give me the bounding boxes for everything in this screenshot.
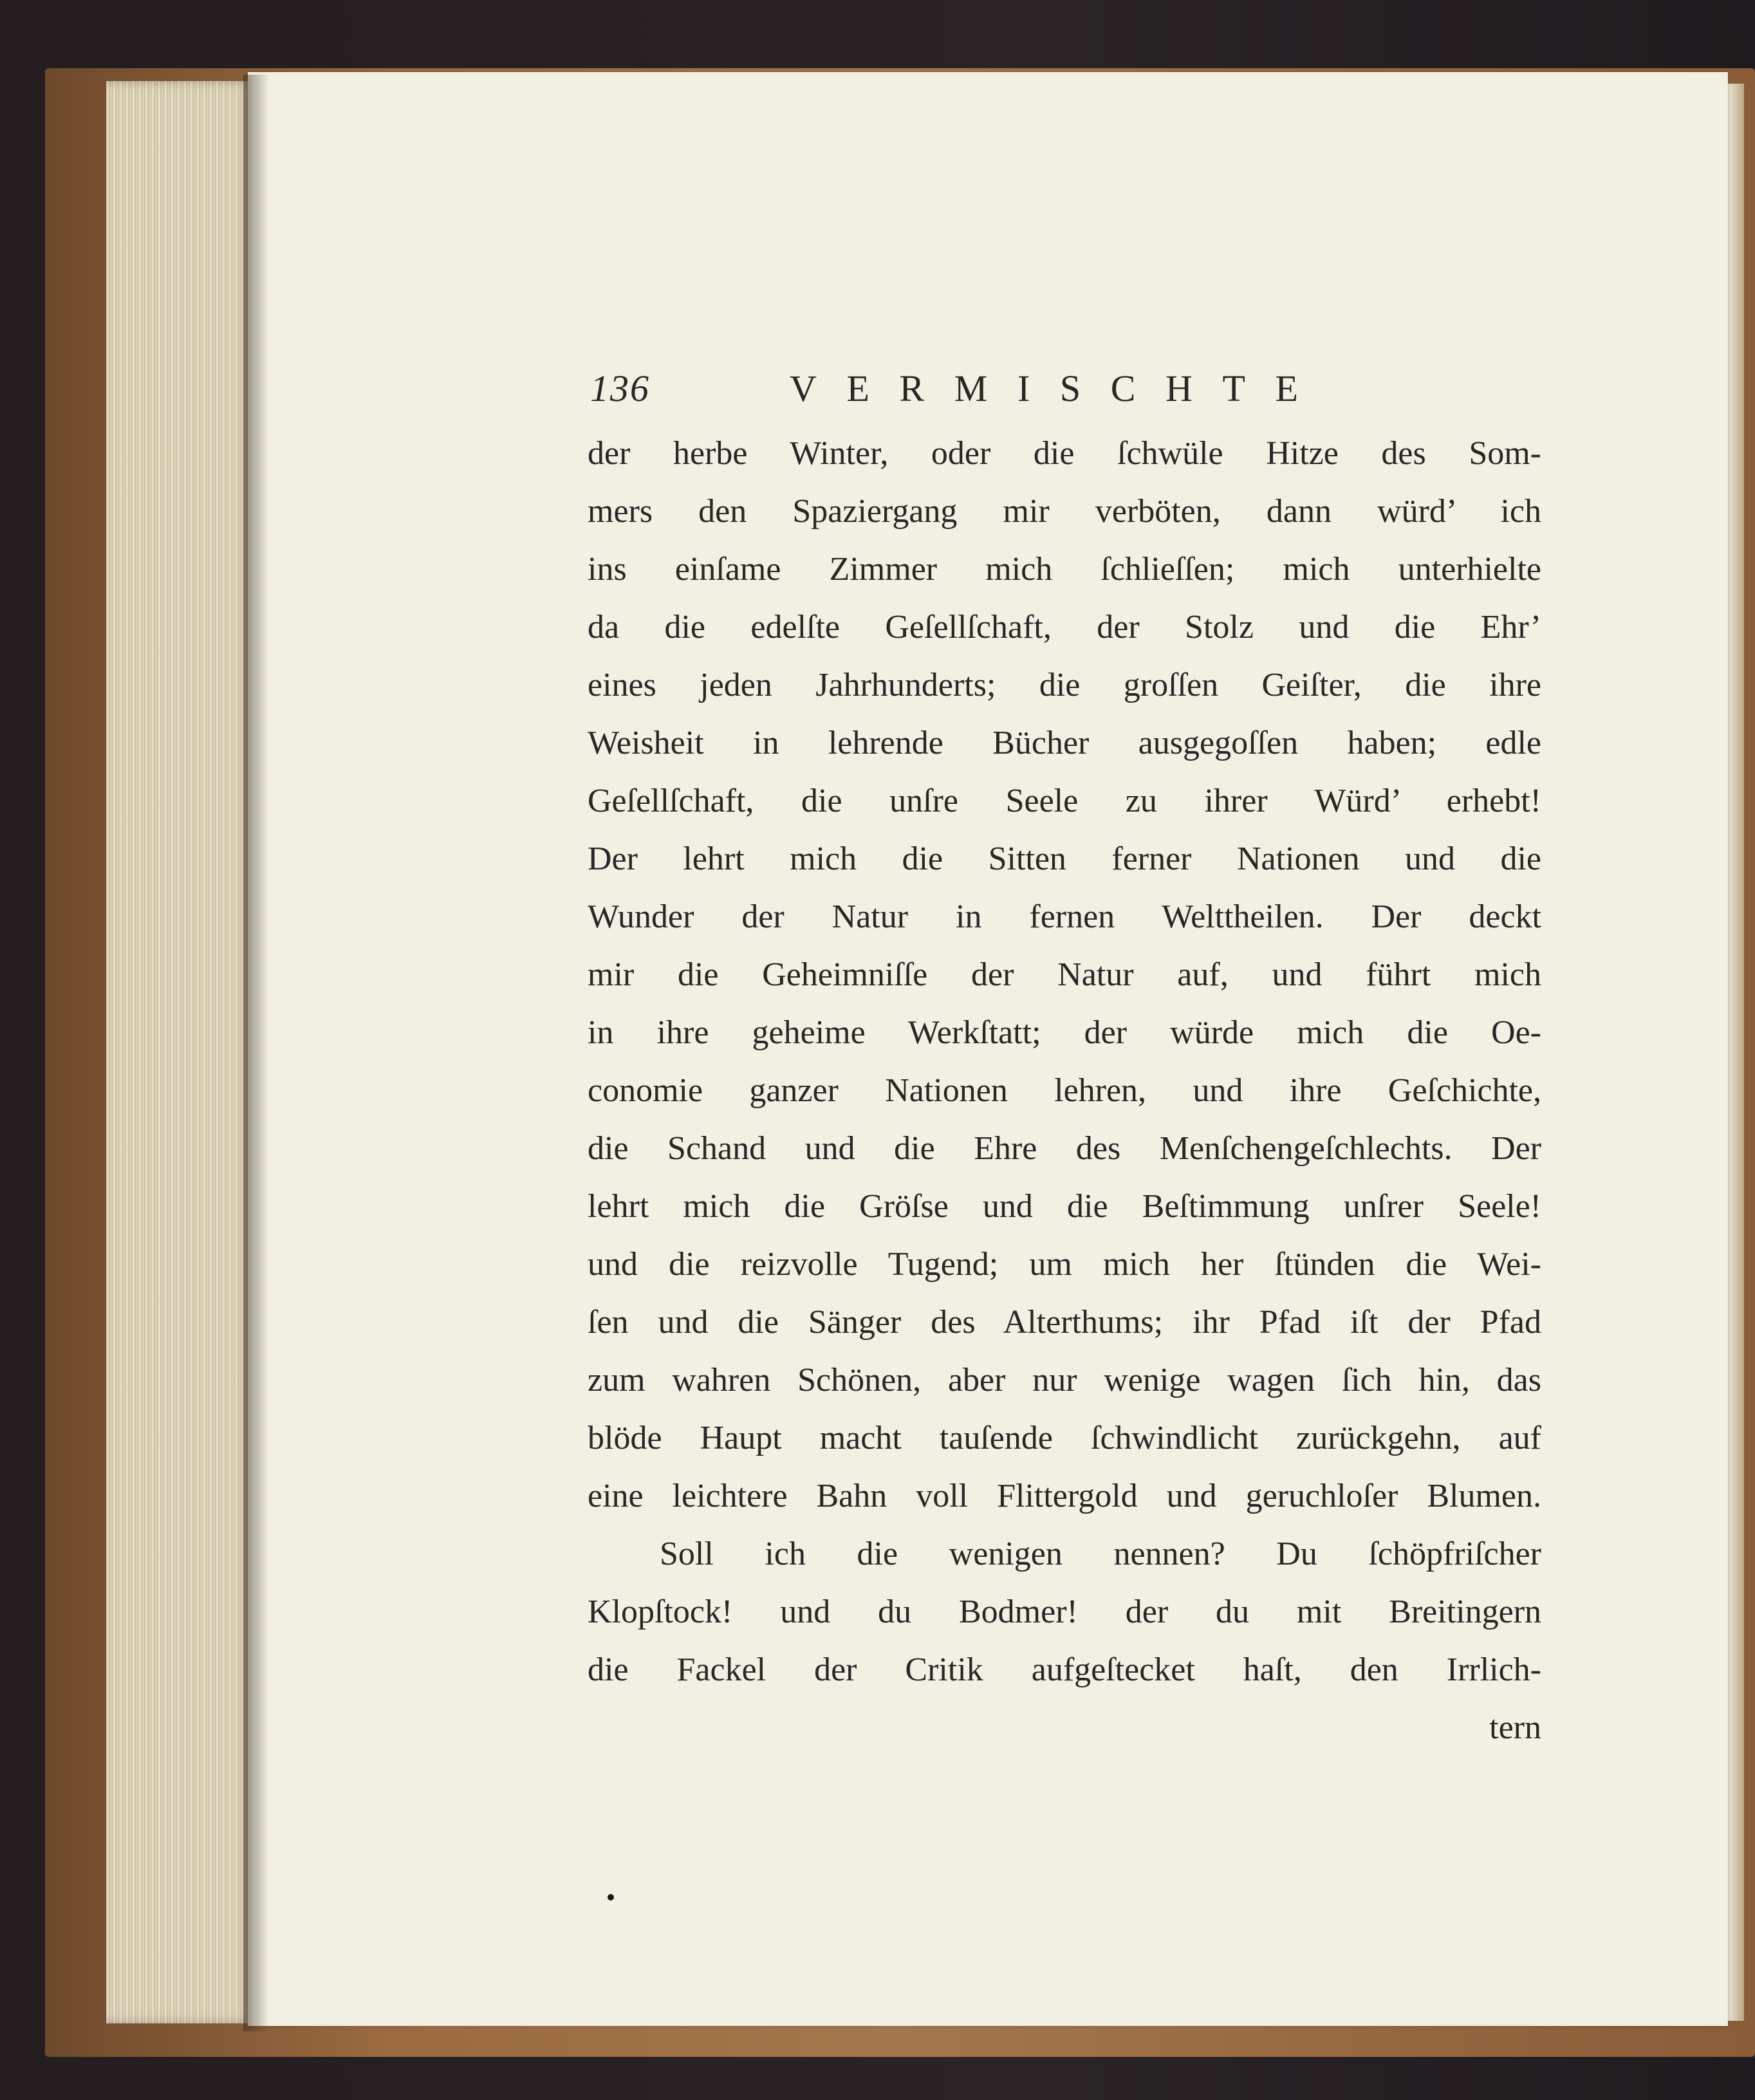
running-title-letter: C	[1110, 367, 1136, 409]
text-line: der herbe Winter, oder die ſchwüle Hitze des Som-	[588, 435, 1541, 472]
text-line: ſen und die Sänger des Alterthums; ihr Pfad iſt der Pfad	[588, 1304, 1541, 1341]
running-title-letter: R	[899, 367, 925, 409]
running-title-letter: E	[1275, 367, 1298, 409]
text-line: Weisheit in lehrende Bücher ausgegoſſen haben; edle	[588, 725, 1541, 761]
text-line: Geſellſchaft, die unſre Seele zu ihrer Würd’ erhebt!	[588, 783, 1541, 819]
text-line: da die edelſte Geſellſchaft, der Stolz und die Ehr’	[588, 609, 1541, 646]
page-edges	[106, 81, 254, 2023]
text-line: die Fackel der Critik aufgeſtecket haſt, den Irrlich-	[588, 1651, 1541, 1688]
text-line: zum wahren Schönen, aber nur wenige wagen ſich hin, das	[588, 1362, 1541, 1398]
running-title-letter: H	[1165, 367, 1193, 409]
text-line: in ihre geheime Werkſtatt; der würde mich die Oe-	[588, 1014, 1541, 1051]
text-line: eines jeden Jahrhunderts; die groſſen Geiſter, die ihre	[588, 667, 1541, 703]
body-text	[588, 425, 1541, 1699]
running-title-letter: M	[954, 367, 988, 409]
text-line: lehrt mich die Gröſse und die Beſtimmung unſrer Seele!	[588, 1188, 1541, 1225]
running-title-letter: V	[790, 367, 817, 409]
running-title	[790, 367, 1298, 410]
page-number: 136	[590, 367, 650, 409]
catchword: tern	[1489, 1709, 1541, 1746]
text-line: blöde Haupt macht tauſende ſchwindlicht zurückgehn, auf	[588, 1420, 1541, 1456]
text-line: und die reizvolle Tugend; um mich her ſtünden die Wei-	[588, 1246, 1541, 1283]
text-line: Wunder der Natur in fernen Welttheilen. Der deckt	[588, 898, 1541, 935]
gutter-shadow	[243, 75, 269, 2031]
text-line: die Schand und die Ehre des Menſchengeſchlechts. Der	[588, 1130, 1541, 1167]
text-line: Der lehrt mich die Sitten ferner Nationen und die	[588, 841, 1541, 877]
text-line: conomie ganzer Nationen lehren, und ihre Geſchichte,	[588, 1072, 1541, 1109]
text-line: ins einſame Zimmer mich ſchlieſſen; mich unterhielte	[588, 551, 1541, 588]
text-line: eine leichtere Bahn voll Flittergold und geruchloſer Blumen.	[588, 1478, 1541, 1514]
running-title-letter: T	[1222, 367, 1245, 409]
text-line: mir die Geheimniſſe der Natur auf, und führt mich	[588, 956, 1541, 993]
running-title-letter: I	[1017, 367, 1030, 409]
running-title-letter: S	[1059, 367, 1081, 409]
text-line: Klopſtock! und du Bodmer! der du mit Breitingern	[588, 1594, 1541, 1630]
running-title-letter: E	[846, 367, 869, 409]
text-line-paragraph-start: Soll ich die wenigen nennen? Du ſchöpfriſcher	[660, 1536, 1541, 1572]
text-line: mers den Spaziergang mir verböten, dann würd’ ich	[588, 493, 1541, 530]
ink-speck	[608, 1894, 614, 1900]
page-header	[590, 367, 1543, 412]
